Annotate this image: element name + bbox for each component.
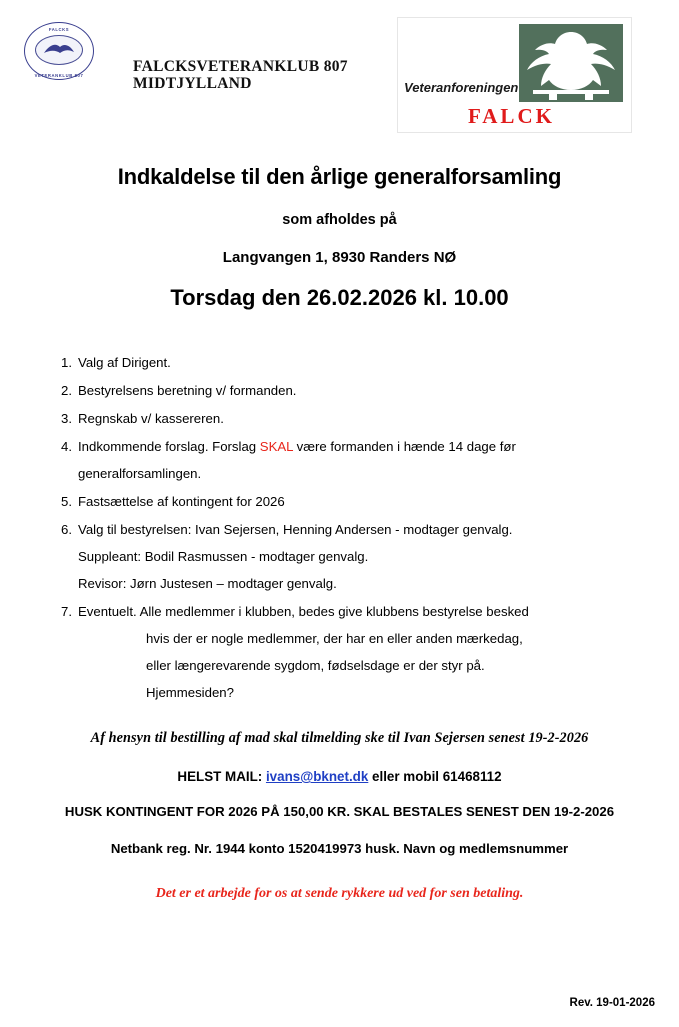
agenda-list <box>0 349 679 706</box>
agenda-item-line: Regnskab v/ kassereren. <box>78 411 224 426</box>
agenda-item-number: 1. <box>61 355 72 370</box>
agenda-item-line: eller længerevarende sygdom, fødselsdage er der styr på. <box>146 658 485 673</box>
agenda-item-line: Valg af Dirigent. <box>78 355 171 370</box>
club-name-line1: FALCKSVETERANKLUB 807 <box>133 58 348 75</box>
note-bank-details: Netbank reg. Nr. 1944 konto 1520419973 husk. Navn og medlemsnummer <box>110 841 569 856</box>
note-registration: Af hensyn til bestilling af mad skal tilmelding ske til Ivan Sejersen senest 19-2-2026 <box>90 730 589 746</box>
email-link[interactable]: ivans@bknet.dk <box>265 769 369 784</box>
falck-veteranklub-emblem-icon <box>24 22 96 82</box>
agenda-item <box>61 488 679 515</box>
club-name-line2: MIDTJYLLAND <box>133 75 252 92</box>
agenda-item <box>61 405 679 432</box>
falck-wordmark: FALCK <box>468 104 555 128</box>
emblem-ring-text-bottom: VETERANKLUB 807 <box>34 73 84 78</box>
agenda-item <box>61 516 679 597</box>
agenda-item <box>61 377 679 404</box>
agenda-item-number: 4. <box>61 439 72 454</box>
agenda-item <box>61 433 679 487</box>
agenda-item-number: 7. <box>61 604 72 619</box>
agenda-item-line: Valg til bestyrelsen: Ivan Sejersen, Henning Andersen - modtager genvalg. <box>78 522 513 537</box>
agenda-item-line: Fastsættelse af kontingent for 2026 <box>78 494 285 509</box>
page-title: Indkaldelse til den årlige generalforsamling <box>117 164 562 189</box>
agenda-item-line: Hjemmesiden? <box>146 685 234 700</box>
document-header <box>0 0 679 128</box>
agenda-item <box>61 349 679 376</box>
revision-stamp: Rev. 19-01-2026 <box>569 997 655 1009</box>
falck-eagle-icon <box>511 18 631 107</box>
club-name <box>133 58 348 92</box>
eagle-glyph-icon <box>519 24 623 102</box>
emblem-falcon-icon <box>42 41 76 59</box>
note-contact-suffix: eller mobil 61468112 <box>368 769 502 784</box>
agenda-item-line: generalforsamlingen. <box>78 466 202 481</box>
agenda-item-number: 6. <box>61 522 72 537</box>
subtitle-address: Langvangen 1, 8930 Randers NØ <box>222 249 457 266</box>
veteranforeningen-label: Veteranforeningen <box>404 80 519 95</box>
agenda-item-line: Suppleant: Bodil Rasmussen - modtager genvalg. <box>78 549 369 564</box>
agenda-item-line: Bestyrelsens beretning v/ formanden. <box>78 383 297 398</box>
agenda-item <box>61 598 679 706</box>
agenda-item-line: Indkommende forslag. Forslag SKAL være formanden i hænde 14 dage før <box>78 439 516 454</box>
agenda-item-number: 3. <box>61 411 72 426</box>
subtitle-venue-intro: som afholdes på <box>282 212 397 228</box>
eagle-backdrop <box>519 24 623 102</box>
note-membership-fee: HUSK KONTINGENT FOR 2026 PÅ 150,00 KR. SKAL BESTALES SENEST DEN 19-2-2026 <box>64 804 615 819</box>
emblem-ring-text-top: FALCKS <box>48 27 70 32</box>
agenda-item-number: 5. <box>61 494 72 509</box>
agenda-item-line: Revisor: Jørn Justesen – modtager genvalg. <box>78 576 337 591</box>
agenda-highlight-word: SKAL <box>259 439 294 454</box>
agenda-item-line: Eventuelt. Alle medlemmer i klubben, bedes give klubbens bestyrelse besked <box>78 604 529 619</box>
veteranforeningen-falck-logo <box>398 18 631 132</box>
note-late-payment-warning: Det er et arbejde for os at sende rykkere ud ved for sen betaling. <box>155 886 524 901</box>
note-contact-prefix: HELST MAIL: <box>177 769 266 784</box>
agenda-item-line: hvis der er nogle medlemmer, der har en eller anden mærkedag, <box>146 631 523 646</box>
agenda-item-number: 2. <box>61 383 72 398</box>
note-contact <box>0 769 679 784</box>
meeting-date: Torsdag den 26.02.2026 kl. 10.00 <box>170 285 509 310</box>
